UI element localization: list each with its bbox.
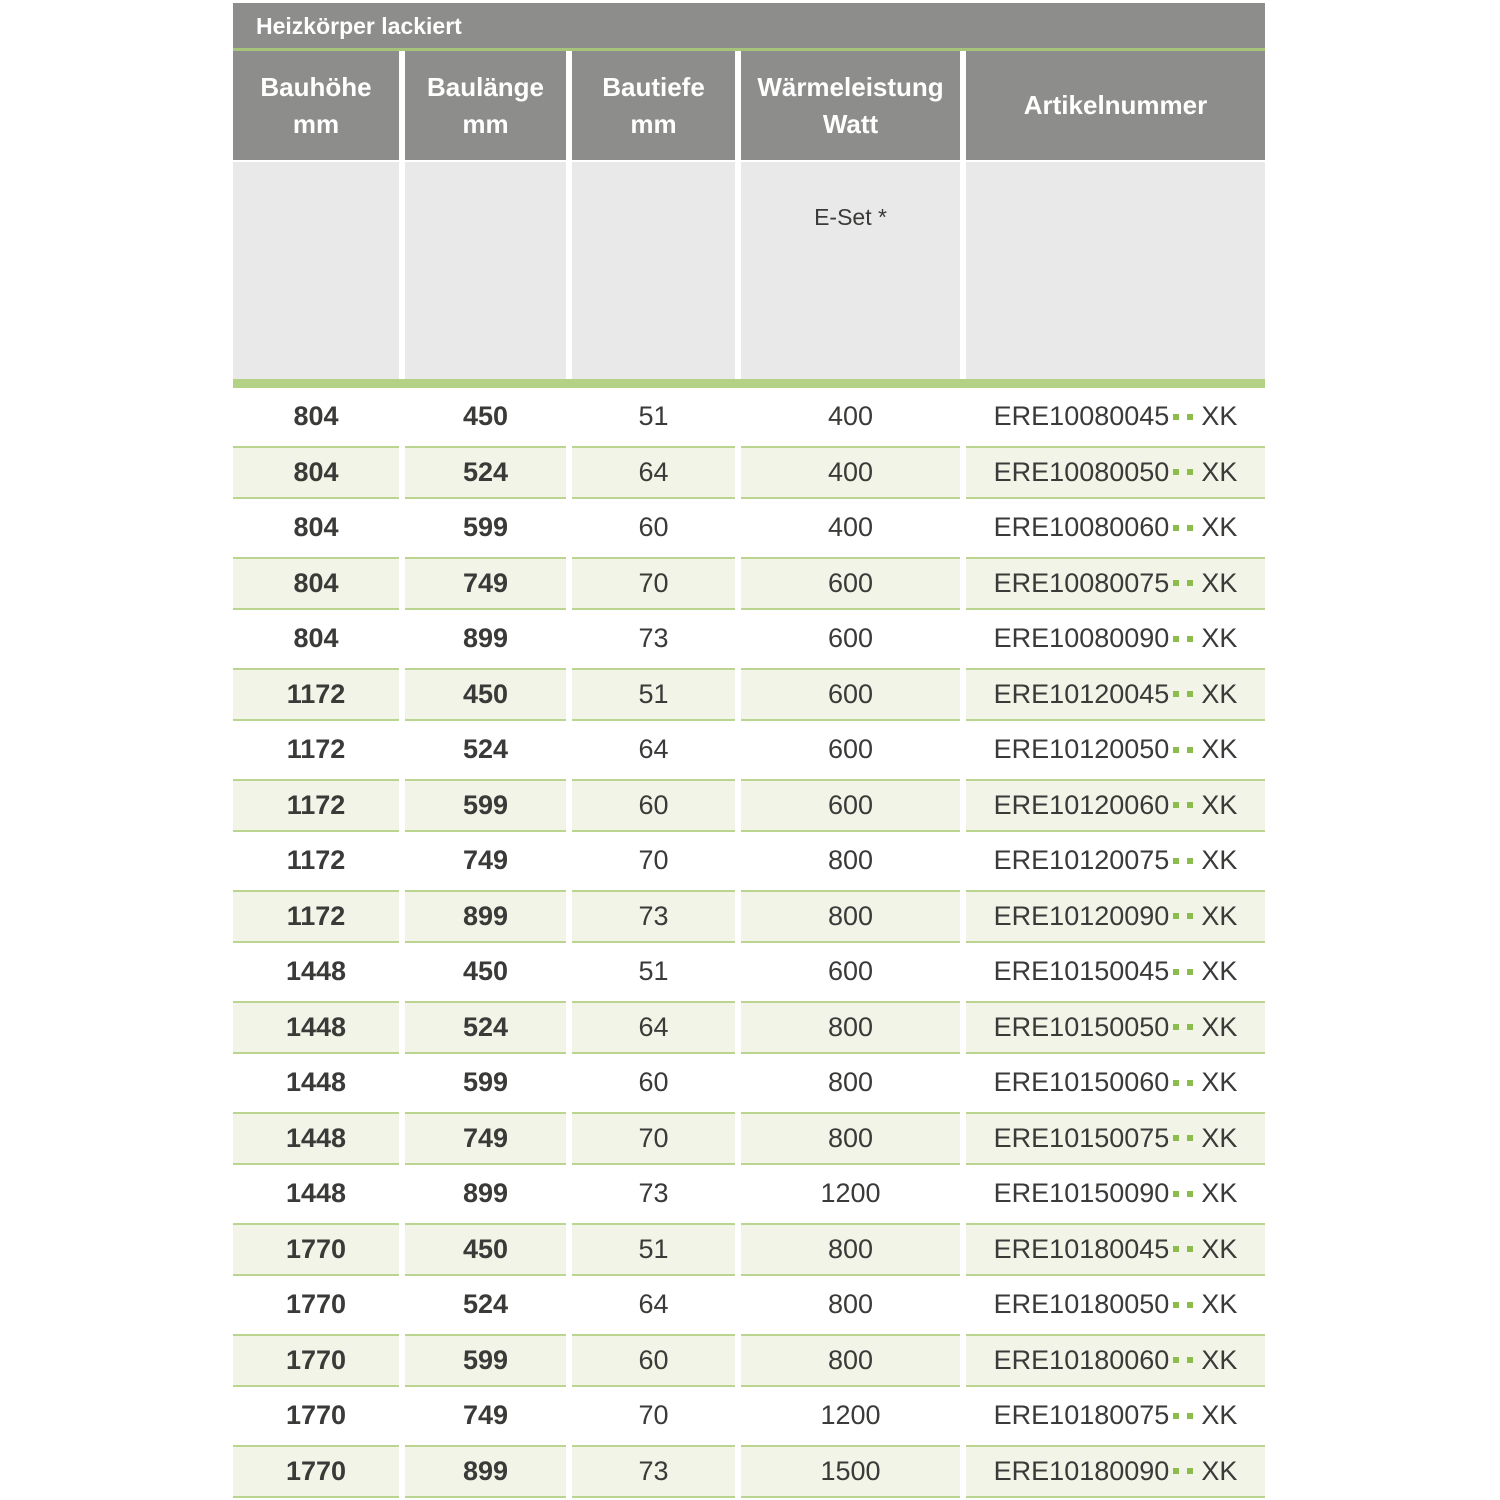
placeholder-dot-icon: [1187, 1468, 1193, 1474]
artikel-prefix: ERE10080075: [993, 567, 1170, 598]
artikel-prefix: ERE10150075: [993, 1122, 1170, 1153]
column-header-unit: mm: [630, 108, 677, 139]
column-header-unit: mm: [462, 108, 509, 139]
cell-waermeleistung: 1200: [741, 1167, 960, 1220]
placeholder-dot-icon: [1187, 1080, 1193, 1086]
cell-bautiefe: 64: [572, 1278, 735, 1331]
cell-baulaenge: 450: [405, 668, 566, 721]
column-header-waermeleistung: [741, 51, 960, 160]
cell-bauhoehe: 1770: [233, 1334, 399, 1387]
cell-artikelnummer: [966, 612, 1265, 665]
product-table: [233, 3, 1265, 1498]
placeholder-dot-icon: [1187, 580, 1193, 586]
placeholder-dot-icon: [1173, 1080, 1179, 1086]
artikel-suffix: XK: [1201, 512, 1238, 542]
cell-waermeleistung: 800: [741, 1334, 960, 1387]
placeholder-dot-icon: [1187, 1413, 1193, 1419]
cell-baulaenge: 599: [405, 1056, 566, 1109]
cell-bauhoehe: 1448: [233, 945, 399, 998]
placeholder-dot-icon: [1173, 1413, 1179, 1419]
cell-waermeleistung: 800: [741, 890, 960, 943]
column-header-artikelnummer: [966, 51, 1265, 160]
cell-baulaenge: 749: [405, 1389, 566, 1442]
cell-artikelnummer: [966, 390, 1265, 443]
cell-artikelnummer: [966, 1445, 1265, 1498]
artikel-suffix: XK: [1201, 789, 1238, 820]
artikel-prefix: ERE10120060: [993, 789, 1170, 820]
placeholder-dot-icon: [1187, 691, 1193, 697]
cell-bautiefe: 64: [572, 723, 735, 776]
artikel-prefix: ERE10080050: [993, 456, 1170, 487]
cell-baulaenge: 749: [405, 1112, 566, 1165]
cell-waermeleistung: 600: [741, 945, 960, 998]
placeholder-dot-icon: [1173, 525, 1179, 531]
placeholder-dot-icon: [1173, 636, 1179, 642]
placeholder-dot-icon: [1173, 580, 1179, 586]
placeholder-dot-icon: [1173, 1468, 1179, 1474]
column-header-label: Artikelnummer: [1023, 90, 1208, 120]
artikel-prefix: ERE10180050: [993, 1289, 1170, 1319]
artikel-prefix: ERE10150090: [993, 1178, 1170, 1208]
cell-bautiefe: 73: [572, 1445, 735, 1498]
cell-waermeleistung: 800: [741, 1112, 960, 1165]
cell-bauhoehe: 1770: [233, 1445, 399, 1498]
cell-bauhoehe: 1172: [233, 834, 399, 887]
artikel-prefix: ERE10180090: [993, 1455, 1170, 1486]
cell-waermeleistung: 400: [741, 446, 960, 499]
artikel-suffix: XK: [1201, 678, 1238, 709]
subheader-cell-bauhoehe: [233, 162, 399, 379]
placeholder-dot-icon: [1173, 691, 1179, 697]
artikel-prefix: ERE10120050: [993, 734, 1170, 764]
placeholder-dot-icon: [1173, 1246, 1179, 1252]
table-body: [233, 390, 1265, 1498]
cell-bautiefe: 73: [572, 1167, 735, 1220]
placeholder-dot-icon: [1187, 525, 1193, 531]
cell-artikelnummer: [966, 1001, 1265, 1054]
cell-bauhoehe: 1172: [233, 668, 399, 721]
cell-waermeleistung: 1500: [741, 1445, 960, 1498]
cell-artikelnummer: [966, 1223, 1265, 1276]
eset-label: E-Set *: [814, 204, 887, 230]
placeholder-dot-icon: [1187, 747, 1193, 753]
placeholder-dot-icon: [1173, 469, 1179, 475]
cell-bauhoehe: 1770: [233, 1223, 399, 1276]
column-header-unit: mm: [292, 108, 340, 139]
artikel-suffix: XK: [1201, 456, 1238, 487]
cell-waermeleistung: 800: [741, 834, 960, 887]
artikel-prefix: ERE10080090: [993, 623, 1170, 653]
artikel-suffix: XK: [1201, 845, 1238, 875]
column-header-bauhoehe: [233, 51, 399, 160]
placeholder-dot-icon: [1187, 469, 1193, 475]
cell-artikelnummer: [966, 890, 1265, 943]
placeholder-dot-icon: [1173, 414, 1179, 420]
artikel-prefix: ERE10150050: [993, 1011, 1170, 1042]
cell-bauhoehe: 804: [233, 446, 399, 499]
placeholder-dot-icon: [1187, 1246, 1193, 1252]
placeholder-dot-icon: [1187, 1135, 1193, 1141]
cell-bautiefe: 60: [572, 1056, 735, 1109]
subheader-cell-baulaenge: [405, 162, 566, 379]
cell-bautiefe: 51: [572, 668, 735, 721]
cell-artikelnummer: [966, 834, 1265, 887]
cell-waermeleistung: 800: [741, 1001, 960, 1054]
table-title: Heizkörper lackiert: [256, 13, 462, 39]
placeholder-dot-icon: [1187, 1357, 1193, 1363]
placeholder-dot-icon: [1173, 1135, 1179, 1141]
column-header-unit: Watt: [822, 108, 879, 139]
cell-bauhoehe: 1770: [233, 1278, 399, 1331]
artikel-prefix: ERE10120090: [993, 900, 1170, 931]
placeholder-dot-icon: [1187, 1024, 1193, 1030]
artikel-prefix: ERE10180075: [993, 1400, 1170, 1430]
cell-waermeleistung: 600: [741, 779, 960, 832]
cell-baulaenge: 749: [405, 557, 566, 610]
cell-artikelnummer: [966, 1112, 1265, 1165]
cell-bautiefe: 51: [572, 945, 735, 998]
placeholder-dot-icon: [1173, 1024, 1179, 1030]
artikel-suffix: XK: [1201, 900, 1238, 931]
subheader-cell-artikelnummer: [966, 162, 1265, 379]
artikel-prefix: ERE10080045: [993, 401, 1170, 431]
artikel-suffix: XK: [1201, 1122, 1238, 1153]
column-header-label: Bauhöhe: [260, 71, 372, 102]
cell-bauhoehe: 1448: [233, 1167, 399, 1220]
cell-bautiefe: 70: [572, 557, 735, 610]
cell-bauhoehe: 804: [233, 501, 399, 554]
cell-artikelnummer: [966, 1167, 1265, 1220]
artikel-suffix: XK: [1201, 623, 1238, 653]
artikel-prefix: ERE10150060: [993, 1067, 1170, 1097]
cell-baulaenge: 899: [405, 1445, 566, 1498]
cell-artikelnummer: [966, 1334, 1265, 1387]
cell-baulaenge: 599: [405, 1334, 566, 1387]
header-separator-bar: [233, 379, 1265, 388]
subheader-row: [233, 162, 1265, 379]
artikel-suffix: XK: [1201, 1400, 1238, 1430]
placeholder-dot-icon: [1187, 802, 1193, 808]
cell-bautiefe: 70: [572, 1389, 735, 1442]
placeholder-dot-icon: [1187, 858, 1193, 864]
placeholder-dot-icon: [1173, 913, 1179, 919]
placeholder-dot-icon: [1187, 1302, 1193, 1308]
placeholder-dot-icon: [1187, 1191, 1193, 1197]
artikel-suffix: XK: [1201, 1067, 1238, 1097]
cell-bautiefe: 60: [572, 1334, 735, 1387]
cell-baulaenge: 899: [405, 890, 566, 943]
cell-waermeleistung: 800: [741, 1056, 960, 1109]
cell-bautiefe: 64: [572, 1001, 735, 1054]
cell-waermeleistung: 600: [741, 612, 960, 665]
cell-bauhoehe: 1172: [233, 779, 399, 832]
subheader-cell-eset: [741, 162, 960, 379]
placeholder-dot-icon: [1173, 858, 1179, 864]
cell-waermeleistung: 400: [741, 501, 960, 554]
cell-baulaenge: 524: [405, 1001, 566, 1054]
column-header-bautiefe: [572, 51, 735, 160]
cell-bautiefe: 70: [572, 1112, 735, 1165]
cell-baulaenge: 524: [405, 1278, 566, 1331]
cell-bauhoehe: 804: [233, 390, 399, 443]
artikel-prefix: ERE10120045: [993, 678, 1170, 709]
cell-artikelnummer: [966, 723, 1265, 776]
artikel-suffix: XK: [1201, 567, 1238, 598]
cell-artikelnummer: [966, 1056, 1265, 1109]
cell-bautiefe: 73: [572, 612, 735, 665]
placeholder-dot-icon: [1187, 913, 1193, 919]
cell-bauhoehe: 1448: [233, 1001, 399, 1054]
cell-artikelnummer: [966, 557, 1265, 610]
artikel-suffix: XK: [1201, 1289, 1238, 1319]
artikel-suffix: XK: [1201, 1178, 1238, 1208]
artikel-prefix: ERE10150045: [993, 956, 1170, 986]
artikel-suffix: XK: [1201, 401, 1238, 431]
placeholder-dot-icon: [1187, 414, 1193, 420]
cell-artikelnummer: [966, 446, 1265, 499]
cell-bauhoehe: 804: [233, 557, 399, 610]
artikel-suffix: XK: [1201, 1344, 1238, 1375]
cell-baulaenge: 450: [405, 390, 566, 443]
cell-baulaenge: 899: [405, 612, 566, 665]
artikel-suffix: XK: [1201, 1011, 1238, 1042]
cell-baulaenge: 524: [405, 723, 566, 776]
placeholder-dot-icon: [1187, 969, 1193, 975]
cell-bautiefe: 51: [572, 390, 735, 443]
cell-bautiefe: 51: [572, 1223, 735, 1276]
placeholder-dot-icon: [1187, 636, 1193, 642]
cell-baulaenge: 450: [405, 1223, 566, 1276]
column-header-label: Wärmeleistung: [757, 71, 944, 102]
cell-bauhoehe: 1448: [233, 1056, 399, 1109]
artikel-suffix: XK: [1201, 1233, 1238, 1264]
cell-baulaenge: 899: [405, 1167, 566, 1220]
cell-artikelnummer: [966, 779, 1265, 832]
column-header-baulaenge: [405, 51, 566, 160]
cell-artikelnummer: [966, 501, 1265, 554]
subheader-cell-bautiefe: [572, 162, 735, 379]
cell-bauhoehe: 1172: [233, 890, 399, 943]
cell-bautiefe: 73: [572, 890, 735, 943]
cell-baulaenge: 524: [405, 446, 566, 499]
cell-waermeleistung: 800: [741, 1278, 960, 1331]
placeholder-dot-icon: [1173, 1357, 1179, 1363]
cell-bauhoehe: 1770: [233, 1389, 399, 1442]
cell-baulaenge: 450: [405, 945, 566, 998]
cell-baulaenge: 599: [405, 779, 566, 832]
cell-bauhoehe: 1172: [233, 723, 399, 776]
artikel-suffix: XK: [1201, 1455, 1238, 1486]
cell-artikelnummer: [966, 1278, 1265, 1331]
artikel-prefix: ERE10120075: [993, 845, 1170, 875]
cell-waermeleistung: 800: [741, 1223, 960, 1276]
artikel-suffix: XK: [1201, 956, 1238, 986]
placeholder-dot-icon: [1173, 802, 1179, 808]
column-header-label: Baulänge: [426, 71, 545, 102]
placeholder-dot-icon: [1173, 969, 1179, 975]
cell-waermeleistung: 1200: [741, 1389, 960, 1442]
cell-bauhoehe: 1448: [233, 1112, 399, 1165]
cell-waermeleistung: 600: [741, 557, 960, 610]
cell-bautiefe: 60: [572, 779, 735, 832]
cell-baulaenge: 749: [405, 834, 566, 887]
cell-baulaenge: 599: [405, 501, 566, 554]
cell-bautiefe: 70: [572, 834, 735, 887]
artikel-prefix: ERE10180045: [993, 1233, 1170, 1264]
cell-bautiefe: 60: [572, 501, 735, 554]
artikel-prefix: ERE10180060: [993, 1344, 1170, 1375]
placeholder-dot-icon: [1173, 1302, 1179, 1308]
placeholder-dot-icon: [1173, 1191, 1179, 1197]
table-title-bar: [233, 3, 1265, 48]
cell-waermeleistung: 400: [741, 390, 960, 443]
cell-bauhoehe: 804: [233, 612, 399, 665]
cell-artikelnummer: [966, 945, 1265, 998]
column-header-label: Bautiefe: [602, 71, 705, 102]
column-header-row: [233, 51, 1265, 160]
cell-waermeleistung: 600: [741, 723, 960, 776]
artikel-suffix: XK: [1201, 734, 1238, 764]
cell-artikelnummer: [966, 1389, 1265, 1442]
cell-artikelnummer: [966, 668, 1265, 721]
cell-bautiefe: 64: [572, 446, 735, 499]
cell-waermeleistung: 600: [741, 668, 960, 721]
placeholder-dot-icon: [1173, 747, 1179, 753]
artikel-prefix: ERE10080060: [993, 512, 1170, 542]
